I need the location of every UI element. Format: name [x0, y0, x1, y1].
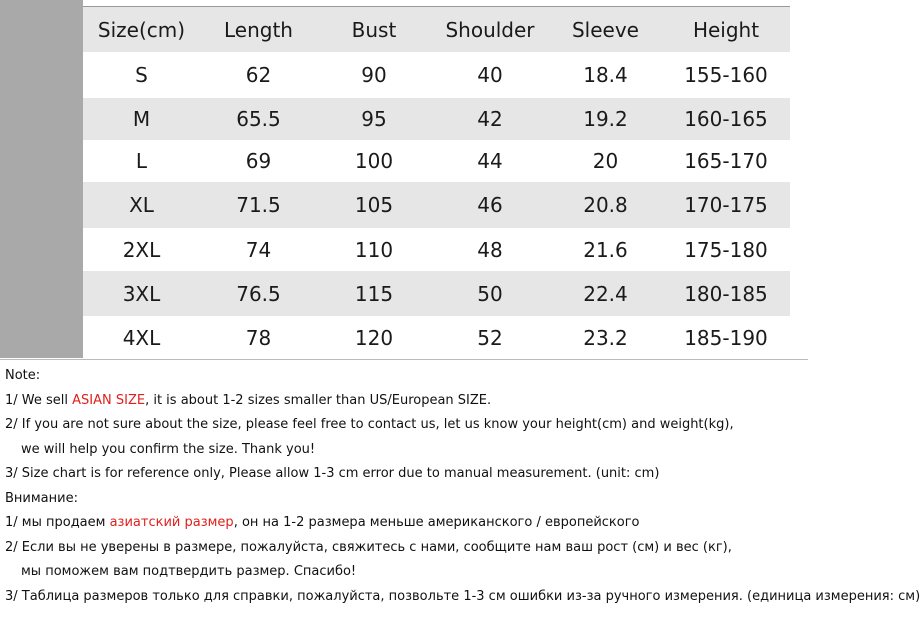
note-title-en: Note: [5, 368, 41, 383]
cell-shoulder: 44 [477, 149, 503, 173]
cell-sleeve: 20.8 [583, 193, 628, 217]
cell-height: 185-190 [684, 325, 768, 350]
table-header-row [83, 7, 790, 52]
cell-size: 2XL [122, 237, 161, 262]
cell-shoulder: 40 [477, 63, 503, 87]
table-row [83, 98, 790, 140]
cell-length: 65.5 [236, 107, 281, 131]
cell-shoulder: 46 [477, 193, 503, 217]
note-ru-3: 3/ Таблица размеров только для справки, пожалуйста, позвольте 1-3 см ошибки из-за ручного измерения. (единица измерения: см) [5, 588, 920, 604]
cell-length: 71.5 [236, 193, 281, 217]
table-row [83, 140, 790, 182]
note-ru-2-cont: мы поможем вам подтвердить размер. Спасибо! [21, 564, 357, 579]
cell-length: 69 [245, 149, 272, 173]
cell-sleeve: 18.4 [583, 63, 628, 87]
header-sleeve: Sleeve [571, 17, 639, 42]
cell-height: 180-185 [684, 281, 768, 306]
note-ru-2: 2/ Если вы не уверены в размере, пожалуйста, свяжитесь с нами, сообщите нам ваш рост (см) и вес (кг), [5, 539, 732, 555]
note-en-2: 2/ If you are not sure about the size, please feel free to contact us, let us know your height(cm) and weight(kg), [5, 417, 734, 432]
note-ru-1-pre: 1/ мы продаем [5, 515, 110, 530]
side-bar [0, 0, 83, 358]
cell-sleeve: 21.6 [583, 237, 628, 262]
note-en-1-pre: 1/ We sell [5, 392, 73, 408]
cell-size: XL [129, 193, 154, 217]
cell-sleeve: 22.4 [583, 281, 628, 306]
cell-shoulder: 48 [477, 237, 503, 262]
table-row [83, 271, 790, 316]
cell-sleeve: 20 [592, 149, 619, 173]
table-divider [0, 359, 808, 360]
cell-height: 155-160 [684, 63, 768, 87]
asian-size-highlight-ru: азиатский размер [109, 515, 234, 530]
header-length: Length [224, 17, 293, 42]
cell-sleeve: 23.2 [583, 325, 628, 350]
cell-size: 3XL [122, 281, 161, 306]
cell-height: 170-175 [684, 193, 768, 217]
cell-size: S [135, 63, 148, 87]
table-row [83, 228, 790, 271]
note-title-ru: Внимание: [5, 490, 78, 506]
cell-bust: 95 [361, 107, 387, 131]
cell-shoulder: 42 [477, 107, 503, 131]
cell-height: 175-180 [684, 237, 768, 262]
header-bust: Bust [351, 17, 397, 42]
cell-length: 74 [245, 237, 272, 262]
cell-height: 165-170 [684, 149, 768, 173]
table-row [83, 182, 790, 228]
cell-length: 62 [245, 63, 272, 87]
header-height: Height [692, 17, 760, 42]
table-row [83, 52, 790, 98]
note-ru-1-post: , он на 1-2 размера меньше американского / европейского [233, 515, 640, 530]
cell-bust: 120 [354, 325, 394, 350]
note-en-3: 3/ Size chart is for reference only, Please allow 1-3 cm error due to manual measurement. (unit: cm) [5, 466, 660, 481]
cell-bust: 110 [354, 237, 394, 262]
header-size: Size(cm) [97, 17, 186, 42]
cell-height: 160-165 [684, 107, 768, 131]
cell-bust: 90 [361, 63, 387, 87]
cell-bust: 115 [354, 281, 394, 306]
cell-bust: 105 [354, 193, 394, 217]
cell-size: M [132, 107, 151, 131]
asian-size-highlight: ASIAN SIZE [72, 392, 146, 408]
note-en-2-cont: we will help you confirm the size. Thank you! [21, 441, 316, 457]
note-en-1 [5, 389, 920, 414]
cell-sleeve: 19.2 [583, 107, 628, 131]
cell-length: 76.5 [236, 281, 281, 306]
note-ru-1 [5, 511, 920, 536]
cell-shoulder: 50 [477, 281, 503, 306]
cell-length: 78 [245, 325, 272, 350]
table-row [83, 316, 790, 359]
notes-section [5, 364, 920, 609]
cell-size: L [135, 149, 148, 173]
cell-size: 4XL [122, 325, 161, 350]
note-en-1-post: , it is about 1-2 sizes smaller than US/European SIZE. [145, 392, 492, 408]
cell-shoulder: 52 [477, 325, 503, 350]
cell-bust: 100 [354, 149, 394, 173]
header-shoulder: Shoulder [445, 17, 535, 42]
size-table [83, 6, 790, 359]
